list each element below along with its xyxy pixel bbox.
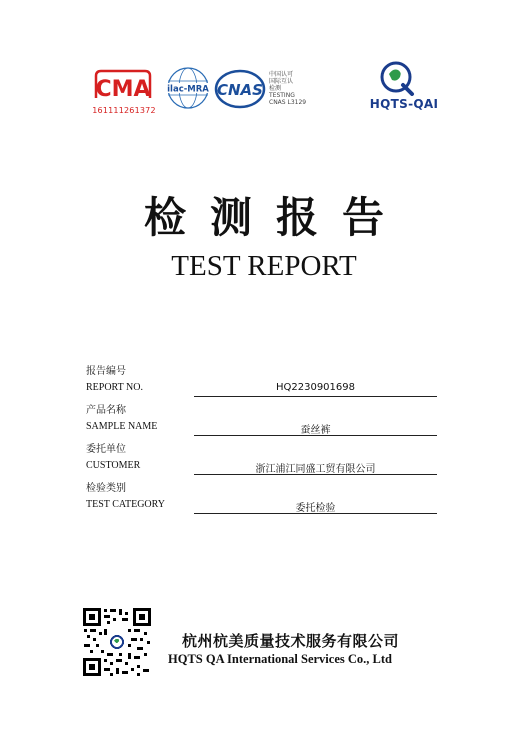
field-test-category (86, 479, 446, 518)
field-label-cn: 委托单位 (86, 444, 126, 455)
report-title-en: TEST REPORT (171, 250, 357, 282)
field-sample-name (86, 401, 446, 440)
cma-number: 161111261372 (92, 106, 156, 115)
field-value: HQ2230901698 (275, 382, 355, 393)
hqts-logo-text: HQTS-QAI (369, 97, 439, 111)
ilac-mark: ilac-MRA (167, 84, 209, 95)
field-label-en: REPORT NO. (86, 382, 144, 393)
field-label-cn: 产品名称 (86, 405, 126, 416)
field-value: 委托检验 (295, 503, 336, 514)
field-underline (194, 474, 437, 475)
field-label-en: TEST CATEGORY (86, 499, 165, 510)
field-underline (194, 396, 437, 397)
cnas-logo (214, 68, 266, 110)
field-value: 蚕丝裤 (300, 425, 331, 436)
hqts-globe-icon (379, 60, 415, 96)
cnas-accreditation-text: 中国认可 国际互认 检测 TESTING CNAS L3129 (269, 71, 307, 106)
company-name-en: HQTS QA International Services Co., Ltd (168, 652, 392, 666)
field-underline (194, 513, 437, 514)
report-title-cn: 检测报告 (143, 193, 408, 242)
field-customer (86, 440, 446, 479)
company-name-cn: 杭州杭美质量技术服务有限公司 (182, 632, 400, 650)
field-label-cn: 检验类别 (86, 483, 126, 494)
ilac-mra-logo (166, 66, 210, 110)
field-value: 浙江浦江同盛工贸有限公司 (255, 464, 376, 475)
field-label-en: CUSTOMER (86, 460, 141, 471)
cma-mark: CMA (95, 77, 151, 102)
field-report-no (86, 362, 446, 401)
field-underline (194, 435, 437, 436)
cnas-mark: CNAS (217, 81, 263, 99)
cma-logo (92, 68, 154, 104)
qr-code[interactable] (82, 607, 152, 677)
field-label-en: SAMPLE NAME (86, 421, 158, 432)
report-info-fields (86, 362, 446, 518)
field-label-cn: 报告编号 (86, 366, 126, 377)
